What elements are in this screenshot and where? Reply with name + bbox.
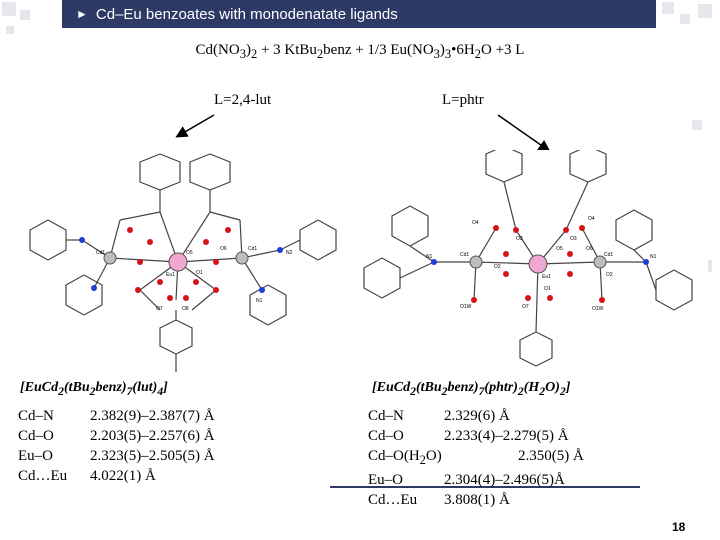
branch-label-right: L=phtr	[442, 92, 484, 108]
svg-text:O6: O6	[220, 246, 227, 252]
triangle-bullet-icon: ►	[76, 7, 88, 21]
left-compound-formula: $[EuCd_2(tBu_2benz)_7(lut)_4]$	[20, 380, 168, 398]
svg-text:O7: O7	[522, 304, 529, 310]
structure-right-image	[356, 150, 708, 376]
svg-text:Cd1: Cd1	[604, 252, 614, 258]
svg-text:O4: O4	[472, 220, 479, 226]
svg-text:O7: O7	[156, 306, 163, 312]
table-row: $Cd-O(H_2O)$ 2.350(5) Å	[368, 448, 584, 467]
branch-label-left: L=2,4-lut	[214, 92, 272, 108]
table-row: Cd…Eu 4.022(1) Å	[18, 468, 156, 484]
arrow-left	[178, 115, 214, 136]
svg-text:O3: O3	[516, 236, 523, 242]
svg-text:N1: N1	[256, 298, 263, 304]
page-number: 18	[672, 520, 686, 534]
svg-text:Cd1: Cd1	[460, 252, 470, 258]
table-row: Cd–O 2.203(5)–2.257(6) Å	[18, 428, 215, 444]
table-row: Cd–N 2.382(9)–2.387(7) Å	[18, 408, 215, 424]
arrow-right	[498, 115, 548, 150]
svg-text:O1: O1	[544, 286, 551, 292]
svg-text:O3: O3	[570, 236, 577, 242]
svg-text:N1: N1	[426, 254, 433, 260]
svg-text:Cd1: Cd1	[96, 250, 106, 256]
svg-text:O2: O2	[606, 272, 613, 278]
svg-text:Eu1: Eu1	[166, 272, 175, 278]
svg-text:N1: N1	[650, 254, 657, 260]
table-row: Eu–O 2.304(4)–2.496(5)Å	[368, 472, 565, 488]
structure-left-image	[10, 150, 348, 376]
svg-text:O6: O6	[586, 246, 593, 252]
slide-title: Cd–Eu benzoates with monodenatate ligands	[95, 5, 398, 23]
svg-text:O1W: O1W	[460, 304, 472, 310]
svg-text:O5: O5	[556, 246, 563, 252]
svg-text:O1: O1	[196, 270, 203, 276]
svg-text:O2: O2	[494, 264, 501, 270]
right-compound-formula: $[EuCd_2(tBu_2benz)_7(phtr)_2(H_2O)_2]$	[372, 380, 571, 398]
svg-text:O1W: O1W	[592, 306, 604, 312]
svg-text:Eu1: Eu1	[542, 274, 551, 280]
table-row: Cd–N 2.329(6) Å	[368, 408, 510, 424]
reaction-equation: $Cd(NO_3)_2 + 3$ KtBu$_2$benz + 1/3 $Eu(NO_3)_3•6H_2O +3$ L	[195, 42, 525, 61]
right-bond-table	[368, 406, 584, 510]
svg-text:N2: N2	[286, 250, 293, 256]
svg-text:O8: O8	[182, 306, 189, 312]
table-row: Cd…Eu 3.808(1) Å	[368, 492, 510, 508]
svg-text:O5: O5	[186, 250, 193, 256]
svg-text:Cd1: Cd1	[248, 246, 258, 252]
table-row: Eu–O 2.323(5)–2.505(5) Å	[18, 448, 215, 464]
table-row: Cd–O 2.233(4)–2.279(5) Å	[368, 428, 569, 444]
branch-arrows	[0, 0, 720, 160]
left-bond-table	[18, 406, 215, 486]
svg-text:O4: O4	[588, 216, 595, 222]
